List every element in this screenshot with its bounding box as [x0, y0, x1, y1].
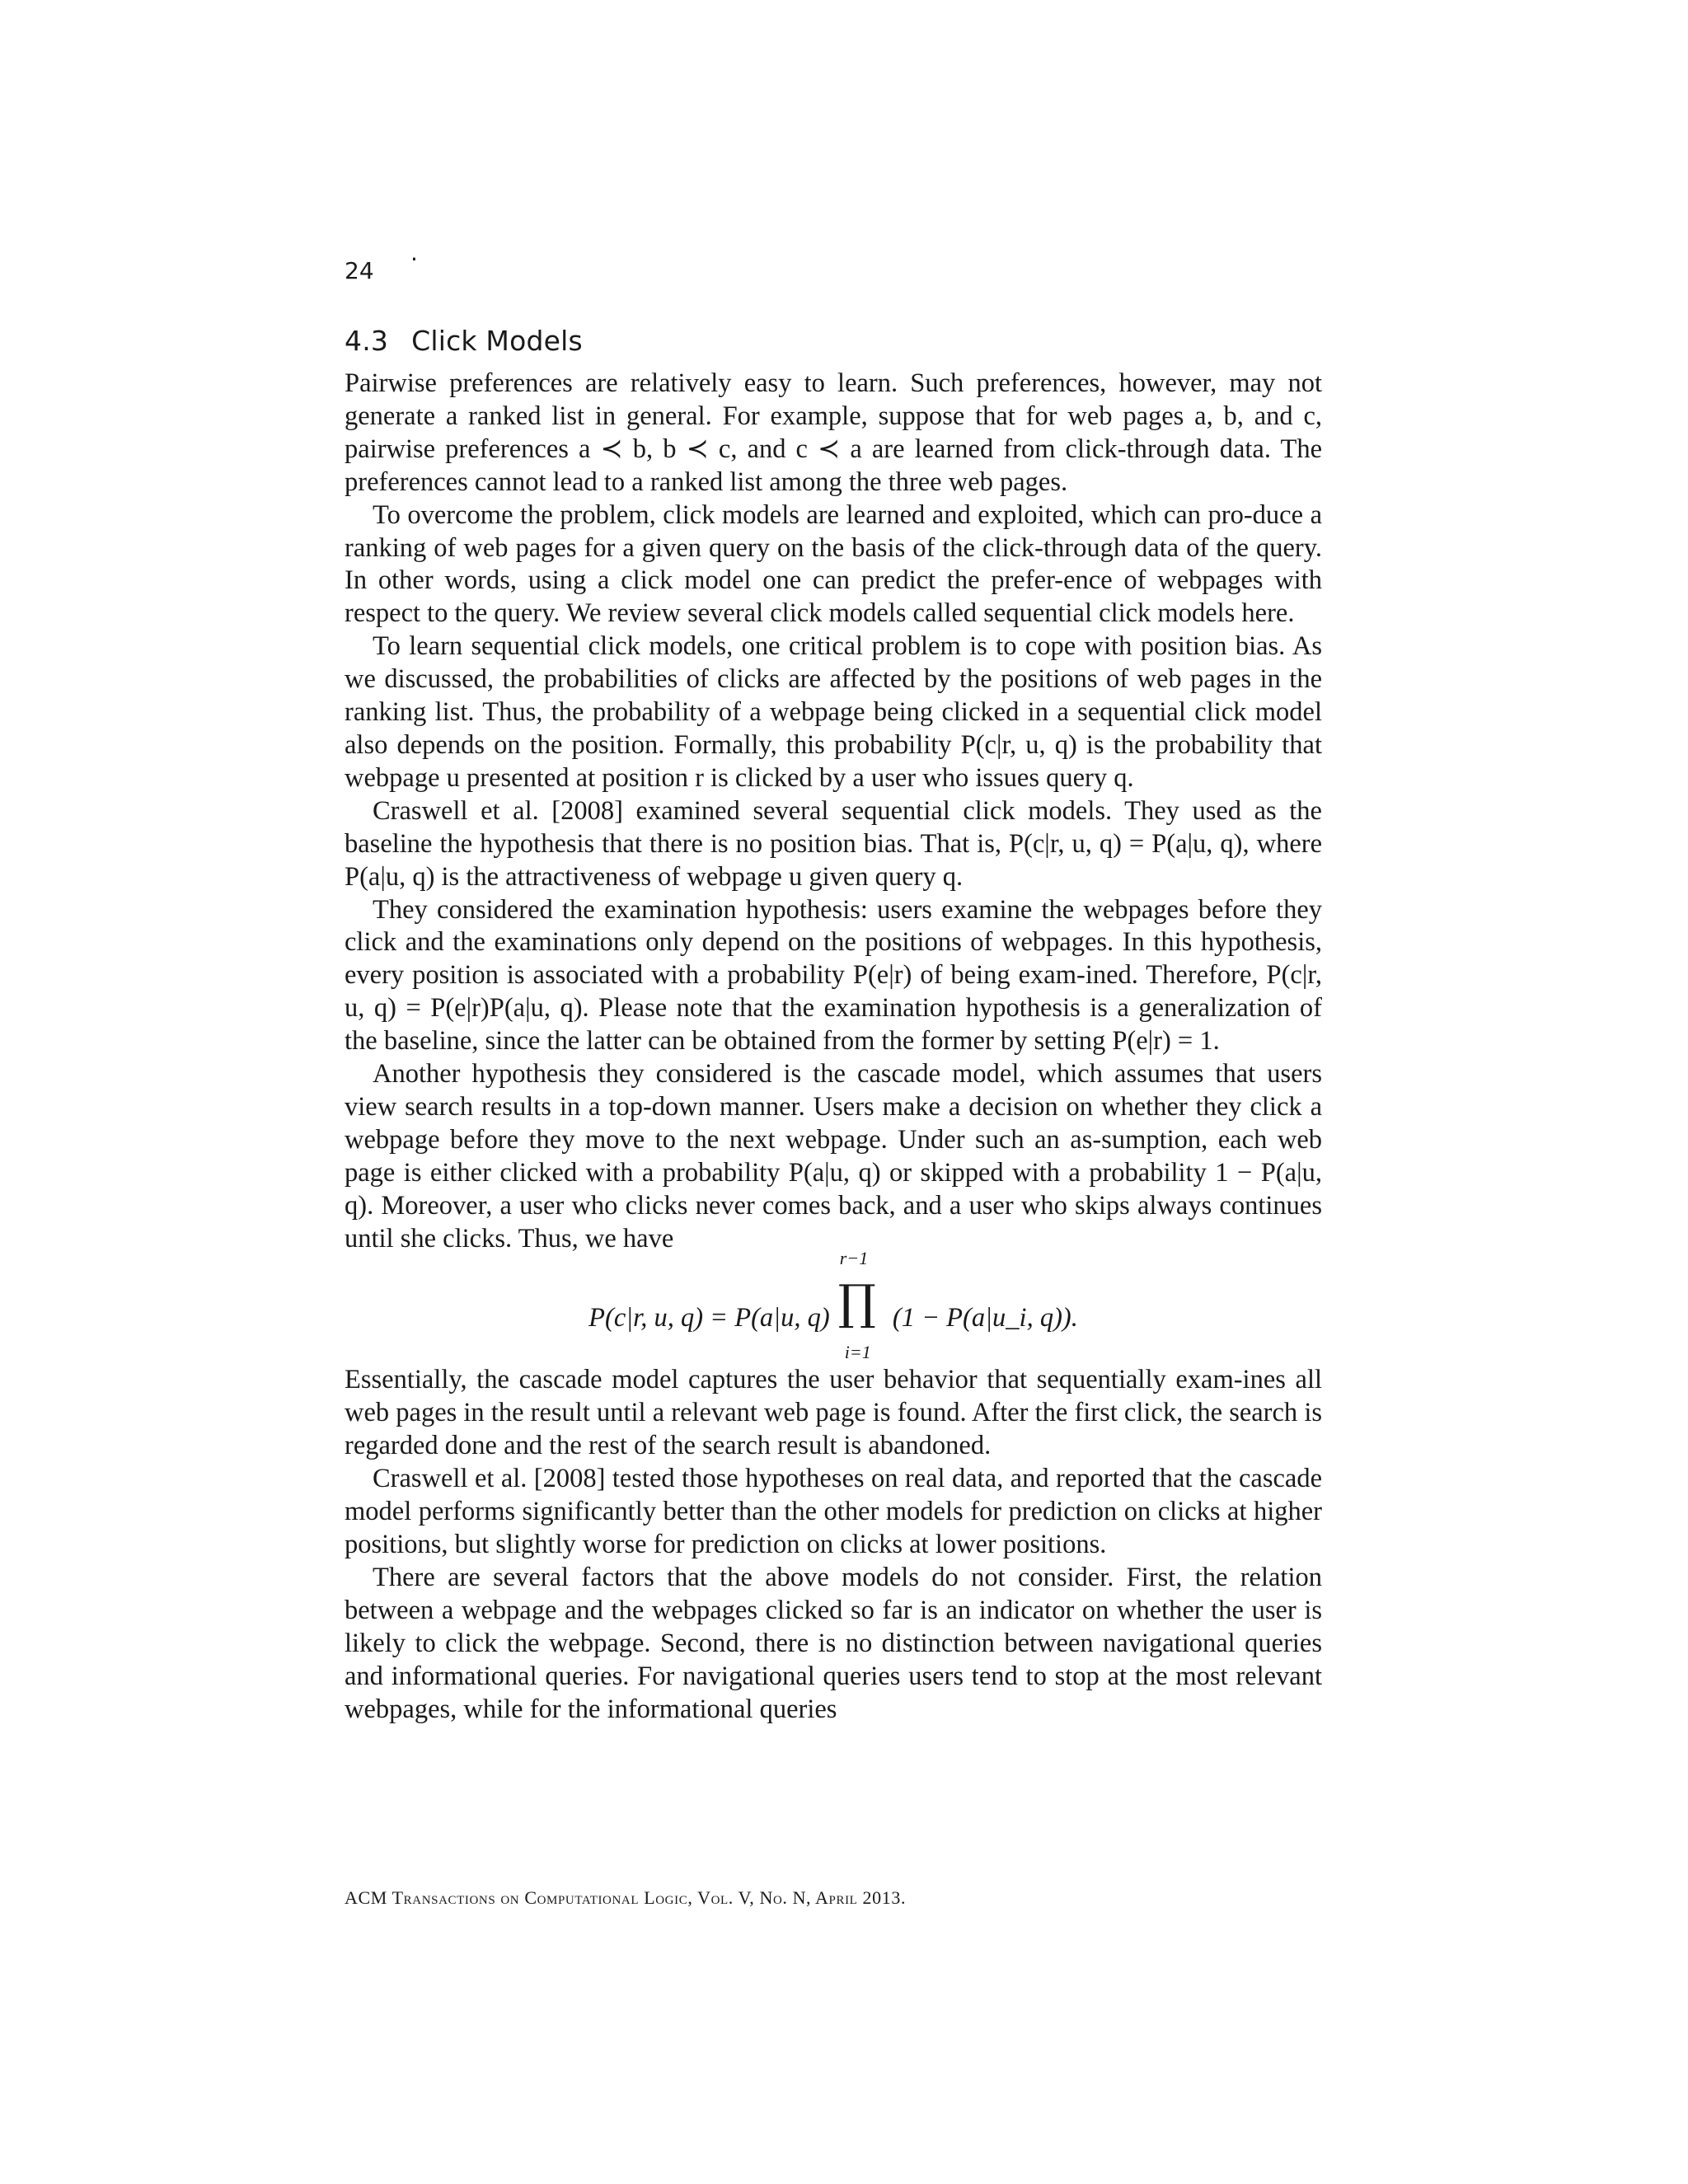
product-symbol: ∏	[837, 1274, 876, 1331]
section-title: Click Models	[411, 325, 583, 357]
paragraph: There are several factors that the above models do not consider. First, the relation between a webpage and the webpages clicked so far is an indicator on whether the user is likely to click the webpage. Second, there is no distinction between navigational queries and informational queries. For navigational queries users tend to stop at the most relevant webpages, while for the informational queries	[345, 1562, 1322, 1724]
section-heading	[345, 325, 583, 357]
equation-left: P(c|r, u, q) = P(a|u, q)	[588, 1303, 830, 1333]
product-operator	[837, 1248, 886, 1363]
product-upper-limit: r−1	[839, 1248, 869, 1269]
paragraph: Another hypothesis they considered is the cascade model, which assumes that users view search results in a top-down manner. Users make a decision on whether they click a webpage before they move to the next webpage. Under such an as-sumption, each web page is either clicked with a probability P(a|u, q) or skipped with a probability 1 − P(a|u, q). Moreover, a user who clicks never comes back, and a user who skips always continues until she clicks. Thus, we have	[345, 1059, 1322, 1254]
paragraph: Essentially, the cascade model captures the user behavior that sequentially exam-ines all web pages in the result until a relevant web page is found. After the first click, the search is regarded done and the rest of the search result is abandoned.	[345, 1365, 1322, 1461]
journal-footer: ACM Transactions on Computational Logic, Vol. V, No. N, April 2013.	[345, 1887, 907, 1908]
running-header	[345, 246, 1334, 290]
paragraph: Pairwise preferences are relatively easy to learn. Such preferences, however, may not generate a ranked list in general. For example, suppose that for web pages a, b, and c, pairwise preferences a ≺ b, b ≺ c, and c ≺ a are learned from click-through data. The preferences cannot lead to a ranked list among the three web pages.	[345, 368, 1322, 497]
paragraph: They considered the examination hypothesis: users examine the webpages before they click and the examinations only depend on the positions of webpages. In this hypothesis, every position is associated with a probability P(e|r) of being exam-ined. Therefore, P(c|r, u, q) = P(e|r)P(a|u, q). Please note that the examination hypothesis is a generalization of the baseline, since the latter can be obtained from the former by setting P(e|r) = 1.	[345, 894, 1322, 1057]
paragraph: To overcome the problem, click models are learned and exploited, which can pro-duce a ranking of web pages for a given query on the basis of the click-through data of the query. In other words, using a click model one can predict the prefer-ence of webpages with respect to the query. We review several click models called sequential click models here.	[345, 499, 1322, 629]
paragraph: Craswell et al. [2008] examined several sequential click models. They used as the baseline the hypothesis that there is no position bias. That is, P(c|r, u, q) = P(a|u, q), where P(a|u, q) is the attractiveness of webpage u given query q.	[345, 795, 1322, 892]
header-separator: ·	[410, 246, 418, 273]
body-text	[345, 368, 1322, 1726]
paragraph: Craswell et al. [2008] tested those hypotheses on real data, and reported that the cascade model performs significantly better than the other models for prediction on clicks at higher positions, but slightly worse for prediction on clicks at lower positions.	[345, 1464, 1322, 1559]
section-number: 4.3	[345, 325, 389, 357]
equation-right: (1 − P(a|u_i, q)).	[892, 1303, 1078, 1333]
cascade-equation	[345, 1248, 1322, 1364]
page-number: 24	[345, 257, 374, 284]
paragraph: To learn sequential click models, one critical problem is to cope with position bias. As we discussed, the probabilities of clicks are affected by the positions of web pages in the ranking list. Thus, the probability of a webpage being clicked in a sequential click model also depends on the position. Formally, this probability P(c|r, u, q) is the probability that webpage u presented at position r is clicked by a user who issues query q.	[345, 631, 1322, 793]
product-lower-limit: i=1	[844, 1342, 871, 1363]
